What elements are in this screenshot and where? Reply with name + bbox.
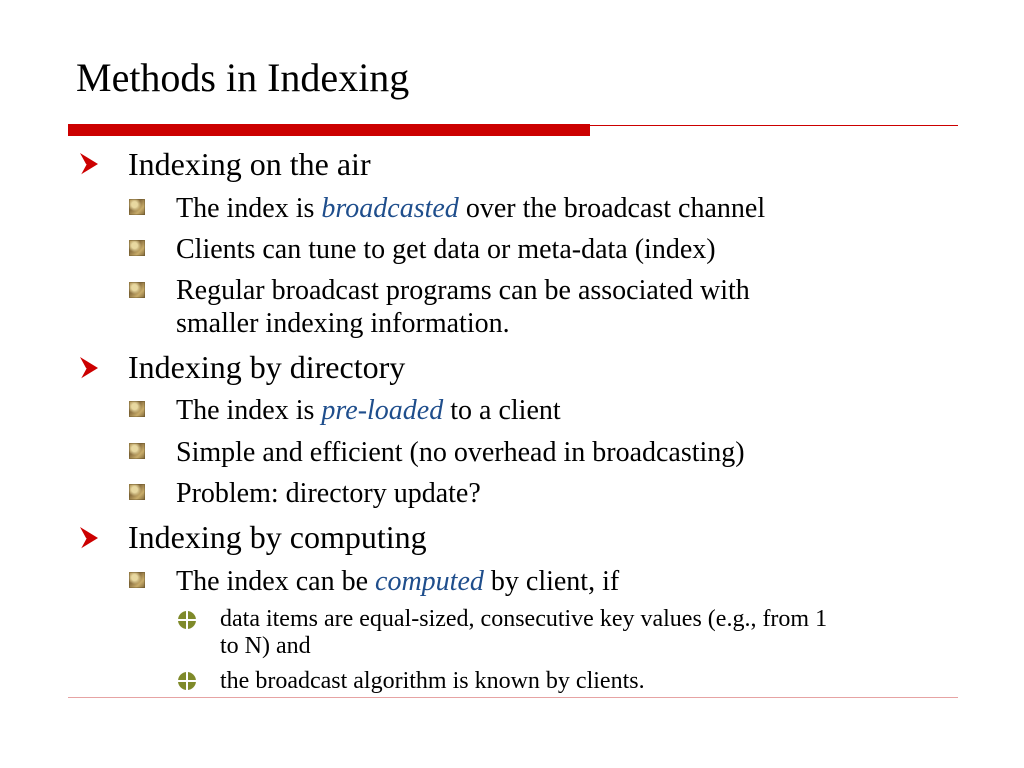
list-item: Problem: directory update? [176, 478, 481, 509]
bullet-heading-computing: Indexing by computing [128, 519, 427, 555]
square-bullet-icon [129, 199, 145, 215]
list-item-text: The index is [176, 395, 322, 426]
list-item [176, 394, 561, 428]
emphasis-text: computed [375, 566, 484, 597]
list-item [176, 192, 765, 226]
sub-list-item-continuation: to N) and [220, 633, 311, 659]
title-underline-thick [68, 124, 590, 136]
arrow-bullet-icon [78, 525, 100, 551]
list-item-text: over the broadcast channel [458, 193, 766, 224]
square-bullet-icon [129, 240, 145, 256]
square-bullet-icon [129, 282, 145, 298]
square-bullet-icon [129, 443, 145, 459]
emphasis-text: pre-loaded [321, 395, 444, 426]
arrow-bullet-icon [78, 151, 100, 177]
circle-cross-bullet-icon [178, 611, 196, 629]
arrow-bullet-icon [78, 355, 100, 381]
list-item-text: to a client [443, 395, 561, 426]
footer-divider [68, 697, 958, 698]
square-bullet-icon [129, 572, 145, 588]
square-bullet-icon [129, 484, 145, 500]
bullet-heading-air: Indexing on the air [128, 146, 371, 182]
circle-cross-bullet-icon [178, 672, 196, 690]
list-item-text: The index is [176, 193, 322, 224]
list-item-continuation: smaller indexing information. [176, 308, 510, 339]
sub-list-item: data items are equal-sized, consecutive key values (e.g., from 1 [220, 606, 828, 632]
square-bullet-icon [129, 401, 145, 417]
title-underline-thin [590, 125, 958, 126]
slide-title: Methods in Indexing [76, 55, 410, 100]
list-item: Clients can tune to get data or meta-data (index) [176, 234, 716, 265]
bullet-heading-directory: Indexing by directory [128, 349, 406, 385]
sub-list-item: the broadcast algorithm is known by clients. [220, 668, 645, 694]
list-item-text: by client, if [483, 566, 620, 597]
list-item: Regular broadcast programs can be associated with [176, 275, 750, 306]
list-item-text: The index can be [176, 566, 376, 597]
list-item [176, 565, 619, 599]
list-item: Simple and efficient (no overhead in broadcasting) [176, 437, 745, 468]
emphasis-text: broadcasted [321, 193, 459, 224]
